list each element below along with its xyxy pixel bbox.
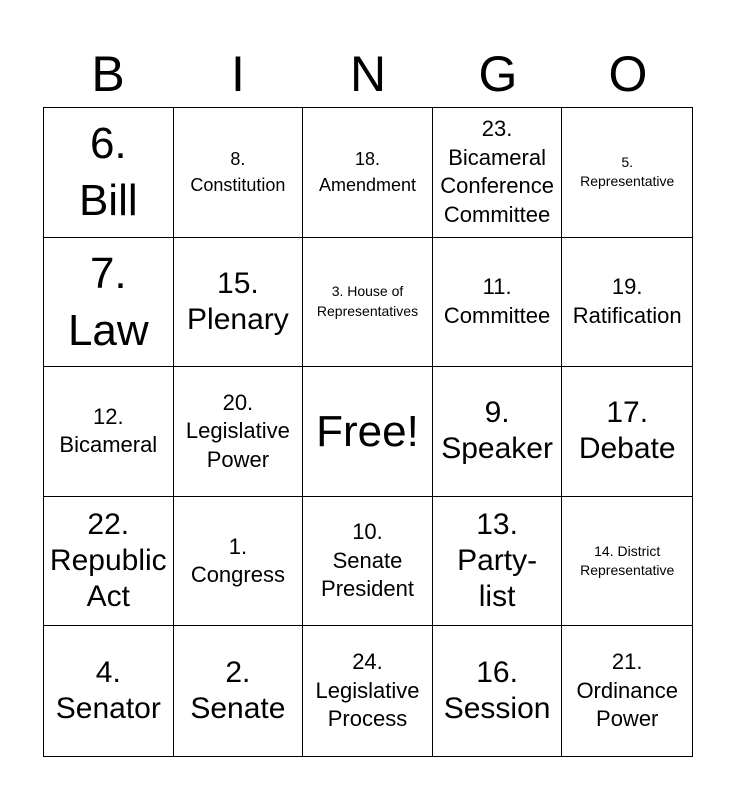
- free-space-cell[interactable]: Free!: [303, 367, 433, 497]
- bingo-cell[interactable]: 9. Speaker: [433, 367, 563, 497]
- bingo-cell[interactable]: 2. Senate: [174, 626, 304, 756]
- bingo-cell[interactable]: 8. Constitution: [174, 108, 304, 238]
- bingo-cell[interactable]: 13. Party- list: [433, 497, 563, 627]
- bingo-cell[interactable]: 4. Senator: [44, 626, 174, 756]
- bingo-cell[interactable]: 3. House of Representatives: [303, 238, 433, 368]
- header-letter-i: I: [231, 46, 245, 102]
- bingo-board: [43, 107, 693, 757]
- bingo-cell[interactable]: 1. Congress: [174, 497, 304, 627]
- bingo-cell[interactable]: 20. Legislative Power: [174, 367, 304, 497]
- bingo-cell[interactable]: 14. District Representative: [562, 497, 692, 627]
- bingo-cell[interactable]: 7. Law: [44, 238, 174, 368]
- header-letter-b: B: [91, 46, 125, 102]
- header-letter-n: N: [349, 46, 387, 102]
- bingo-cell[interactable]: 10. Senate President: [303, 497, 433, 627]
- bingo-cell[interactable]: 11. Committee: [433, 238, 563, 368]
- bingo-cell[interactable]: 22. Republic Act: [44, 497, 174, 627]
- bingo-cell[interactable]: 23. Bicameral Conference Committee: [433, 108, 563, 238]
- bingo-header: [43, 40, 693, 108]
- header-letter-o: O: [608, 46, 648, 102]
- bingo-cell[interactable]: 6. Bill: [44, 108, 174, 238]
- header-letter-g: G: [478, 46, 518, 102]
- bingo-cell[interactable]: 12. Bicameral: [44, 367, 174, 497]
- bingo-cell[interactable]: 16. Session: [433, 626, 563, 756]
- bingo-cell[interactable]: 21. Ordinance Power: [576, 649, 678, 732]
- bingo-cell[interactable]: 5. Representative: [562, 108, 692, 238]
- bingo-cell[interactable]: 17. Debate: [562, 367, 692, 497]
- bingo-cell[interactable]: 19. Ratification: [562, 238, 692, 368]
- bingo-cell[interactable]: 15. Plenary: [174, 238, 304, 368]
- bingo-cell[interactable]: 18. Amendment: [303, 108, 433, 238]
- bingo-cell[interactable]: 24. Legislative Process: [303, 626, 433, 756]
